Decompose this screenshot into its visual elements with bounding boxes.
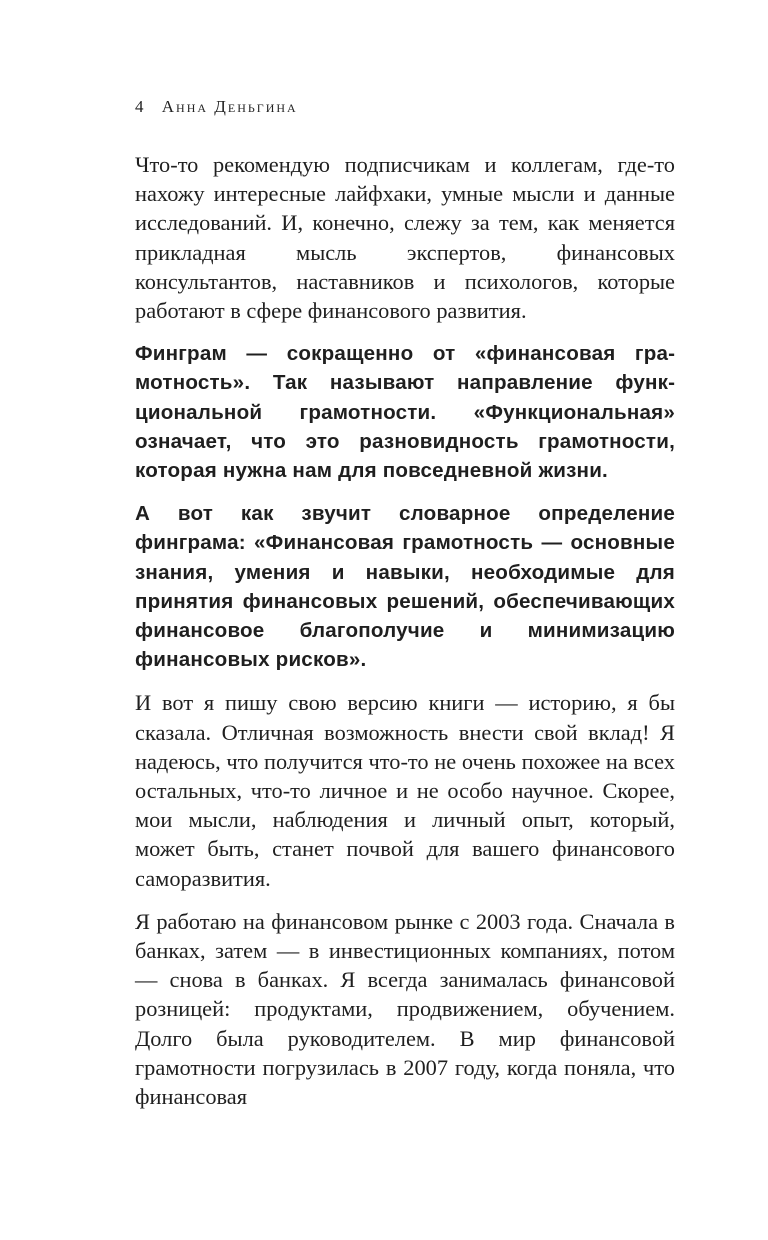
paragraph-intro: Что-то рекомендую подписчикам и коллегам, где-то нахожу интересные лайфхаки, умные мысли и данные исследований. И, конечно, слежу за тем, как меняется прикладная мысль экспертов, финансовых консультантов, наставников и психологов, которые работают в сфере финансового развития.: [135, 152, 675, 324]
author-name: Анна Деньгина: [161, 97, 298, 116]
running-head: [135, 97, 298, 117]
paragraph-book-version: И вот я пишу свою версию книги — историю, я бы сказала. Отличная возможность внести свой вклад! Я надеюсь, что получится что-то не очень похожее на всех остальных, что-то личное и не особо научное. Скорее, мои мысли, наблюдения и личный опыт, который, может быть, станет почвой для вашего финансового саморазвития.: [135, 690, 675, 891]
paragraph-fingram-definition: Финграм — сокращенно от «финансовая грамотность». Так называют направление функциональной грамотности. «Функциональная» означает, что это разновидность грамотности, которая нужна нам для повседневной жизни.: [135, 342, 675, 483]
page-number: 4: [135, 97, 146, 116]
paragraph-career: Я работаю на финансовом рынке с 2003 года. Сначала в банках, затем — в инвестиционных компаниях, потом — снова в банках. Я всегда занималась финансовой розницей: продуктами, продвижением, обучением. Долго была руководителем. В мир финансовой грамотности погрузилась в 2007 году, когда поняла, что финансовая: [135, 908, 675, 1110]
body-text: [135, 150, 675, 1125]
paragraph-dictionary-definition: А вот как звучит словарное определение финграма: «Финансовая грамотность — основные знания, умения и навыки, необходимые для принятия финансовых решений, обеспечивающих финансовое благополучие и минимизацию финансовых рисков».: [135, 502, 675, 672]
